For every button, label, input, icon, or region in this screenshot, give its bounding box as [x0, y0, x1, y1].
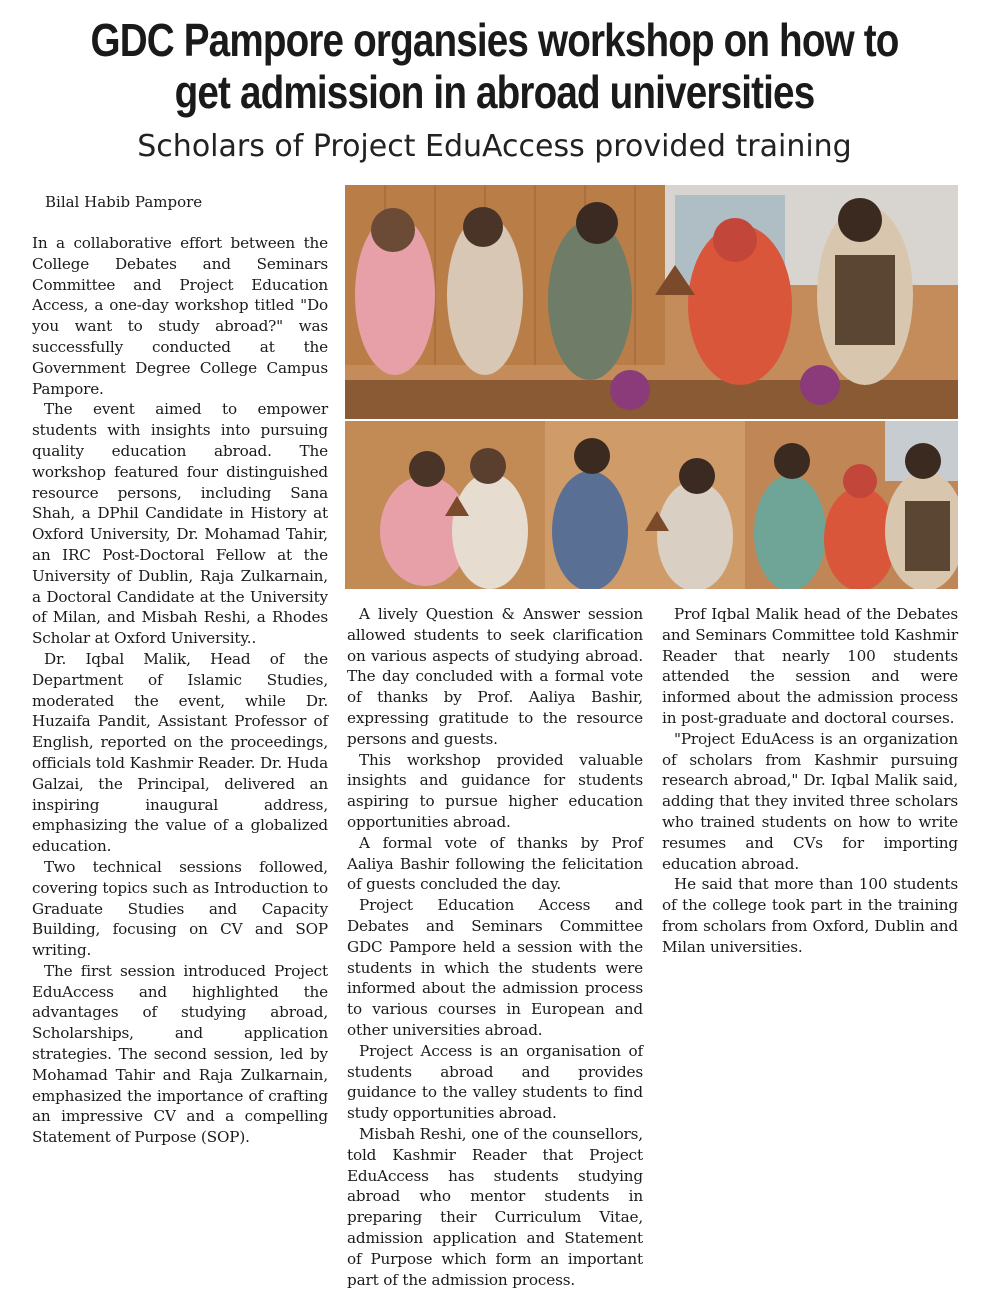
paragraph: A lively Question & Answer session allowed students to seek clarification on various aspects of studying abroad. The day concluded with a formal vote of thanks by Prof. Aaliya Bashir, expressing gratitude to the resource persons and guests.	[347, 605, 643, 748]
subheadline: Scholars of Project EduAccess provided training	[137, 129, 852, 164]
byline: Bilal Habib Pampore	[45, 193, 203, 211]
headline	[79, 14, 910, 118]
paragraph: A formal vote of thanks by Prof Aaliya Bashir following the felicitation of guests concluded the day.	[347, 833, 643, 894]
paragraph: Prof Iqbal Malik head of the Debates and Seminars Committee told Kashmir Reader that nearly 100 students attended the session and were informed about the admission process in post-graduate and doctoral courses.	[662, 605, 958, 727]
event-photo-awards	[345, 421, 958, 589]
paragraph: The event aimed to empower students with insights into pursuing quality education abroad. The workshop featured four distinguished resource persons, including Sana Shah, a DPhil Candidate in History at Oxford University, Dr. Mohamad Tahir, an IRC Post-Doctoral Fellow at the University of Dublin, Raja Zulkarnain, a Doctoral Candidate at the University of Milan, and Misbah Reshi, a Rhodes Scholar at Oxford University..	[32, 400, 328, 648]
photo-illustration	[345, 185, 958, 419]
paragraph: The first session introduced Project EduAccess and highlighted the advantages of studying abroad, Scholarships, and application strategies. The second session, led by Mohamad Tahir and Raja Zulkarnain, emphasized the importance of crafting an impressive CV and a compelling Statement of Purpose (SOP).	[32, 961, 328, 1147]
photo-illustration	[345, 421, 958, 589]
paragraph: Project Education Access and Debates and Seminars Committee GDC Pampore held a session with the students in which the students were informed about the admission process to various courses in European and other universities abroad.	[347, 896, 643, 1039]
paragraph: He said that more than 100 students of the college took part in the training from scholars from Oxford, Dublin and Milan universities.	[662, 875, 958, 956]
paragraph: "Project EduAcess is an organization of scholars from Kashmir pursuing research abroad," Dr. Iqbal Malik said, adding that they invited three scholars who trained students on how to write resumes and CVs for importing education abroad.	[662, 729, 958, 873]
event-photo-felicitation	[345, 185, 958, 419]
paragraph: Project Access is an organisation of students abroad and provides guidance to the valley students to find study opportunities abroad.	[347, 1041, 643, 1123]
article-column-2	[347, 604, 643, 1290]
paragraph: Misbah Reshi, one of the counsellors, told Kashmir Reader that Project EduAccess has students studying abroad who mentor students in preparing their Curriculum Vitae, admission application and Statement of Purpose which form an important part of the admission process.	[347, 1124, 643, 1289]
headline-line-2: get admission in abroad universities	[174, 66, 815, 118]
paragraph: Dr. Iqbal Malik, Head of the Department of Islamic Studies, moderated the event, while Dr. Huzaifa Pandit, Assistant Professor of English, reported on the proceedings, officials told Kashmir Reader. Dr. Huda Galzai, the Principal, delivered an inspiring inaugural address, emphasizing the value of a globalized education.	[32, 649, 328, 856]
paragraph: Two technical sessions followed, covering topics such as Introduction to Graduate Studies and Capacity Building, focusing on CV and SOP writing.	[32, 857, 328, 960]
paragraph: In a collaborative effort between the College Debates and Seminars Committee and Project Education Access, a one-day workshop titled "Do you want to study abroad?" was successfully conducted at the Government Degree College Campus Pampore.	[32, 234, 328, 398]
paragraph: This workshop provided valuable insights and guidance for students aspiring to pursue higher education opportunities abroad.	[347, 750, 643, 831]
headline-line-1: GDC Pampore organsies workshop on how to	[90, 14, 899, 66]
article-column-3	[662, 604, 958, 958]
article-column-1	[32, 233, 328, 1148]
